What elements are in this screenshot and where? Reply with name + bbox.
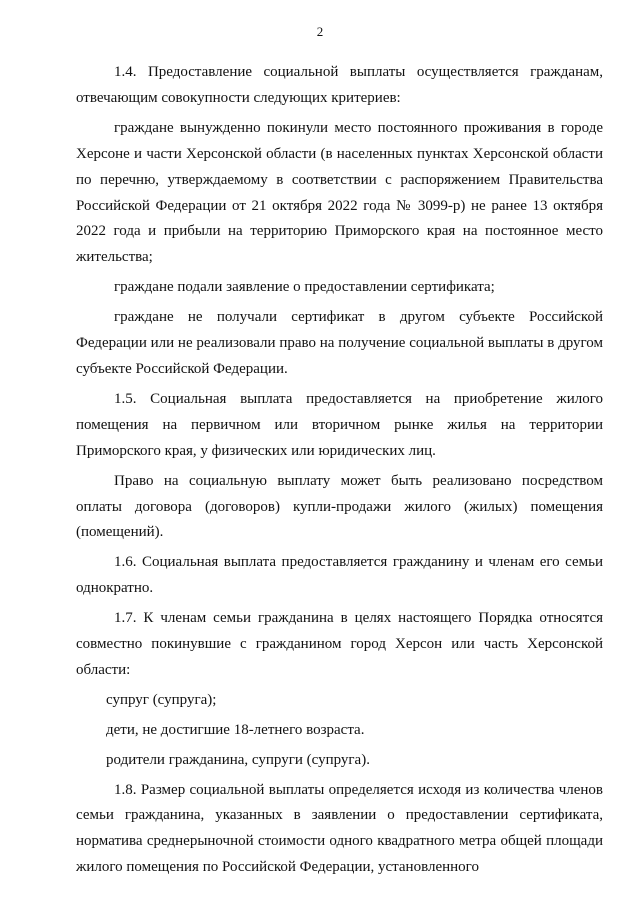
paragraph-1-7: 1.7. К членам семьи гражданина в целях настоящего Порядка относятся совместно покинувшие с гражданином город Херсон или часть Херсонской области: (76, 610, 603, 678)
paragraph-1-4: 1.4. Предоставление социальной выплаты осуществляется гражданам, отвечающим совокупности следующих критериев: (76, 64, 603, 106)
family-member-spouse: супруг (супруга); (106, 691, 217, 708)
document-body (76, 60, 603, 881)
family-member-children: дети, не достигшие 18-летнего возраста. (106, 721, 365, 738)
page-number: 2 (316, 24, 324, 39)
criterion-no-certificate: граждане не получали сертификат в другом субъекте Российской Федерации или не реализовали право на получение социальной выплаты в другом субъекте Российской Федерации. (76, 309, 603, 377)
family-member-parents: родители гражданина, супруги (супруга). (106, 751, 370, 768)
criterion-application: граждане подали заявление о предоставлении сертификата; (114, 279, 495, 296)
criterion-left-residence: граждане вынужденно покинули место постоянного проживания в городе Херсоне и части Херсонской области (в населенных пунктах Херсонской области по перечню, утверждаемому в соответствии с распоряжением Правительства Российской Федерации от 21 октября 2022 года № 3099-р) не ранее 13 октября 2022 года и прибыли на территорию Приморского края на постоянное место жительства; (76, 119, 603, 266)
paragraph-1-8: 1.8. Размер социальной выплаты определяется исходя из количества членов семьи гражданина, указанных в заявлении о предоставлении сертификата, норматива среднерыночной стоимости одного квадратного метра общей площади жилого помещения по Российской Федерации, установленного (76, 781, 603, 876)
paragraph-1-6: 1.6. Социальная выплата предоставляется гражданину и членам его семьи однократно. (76, 554, 603, 597)
paragraph-1-5: 1.5. Социальная выплата предоставляется на приобретение жилого помещения на первичном или вторичном рынке жилья на территории Приморского края, у физических или юридических лиц. (76, 390, 603, 459)
paragraph-right-to-payment: Право на социальную выплату может быть реализовано посредством оплаты договора (договоров) купли-продажи жилого (жилых) помещения (помещений). (76, 472, 603, 541)
